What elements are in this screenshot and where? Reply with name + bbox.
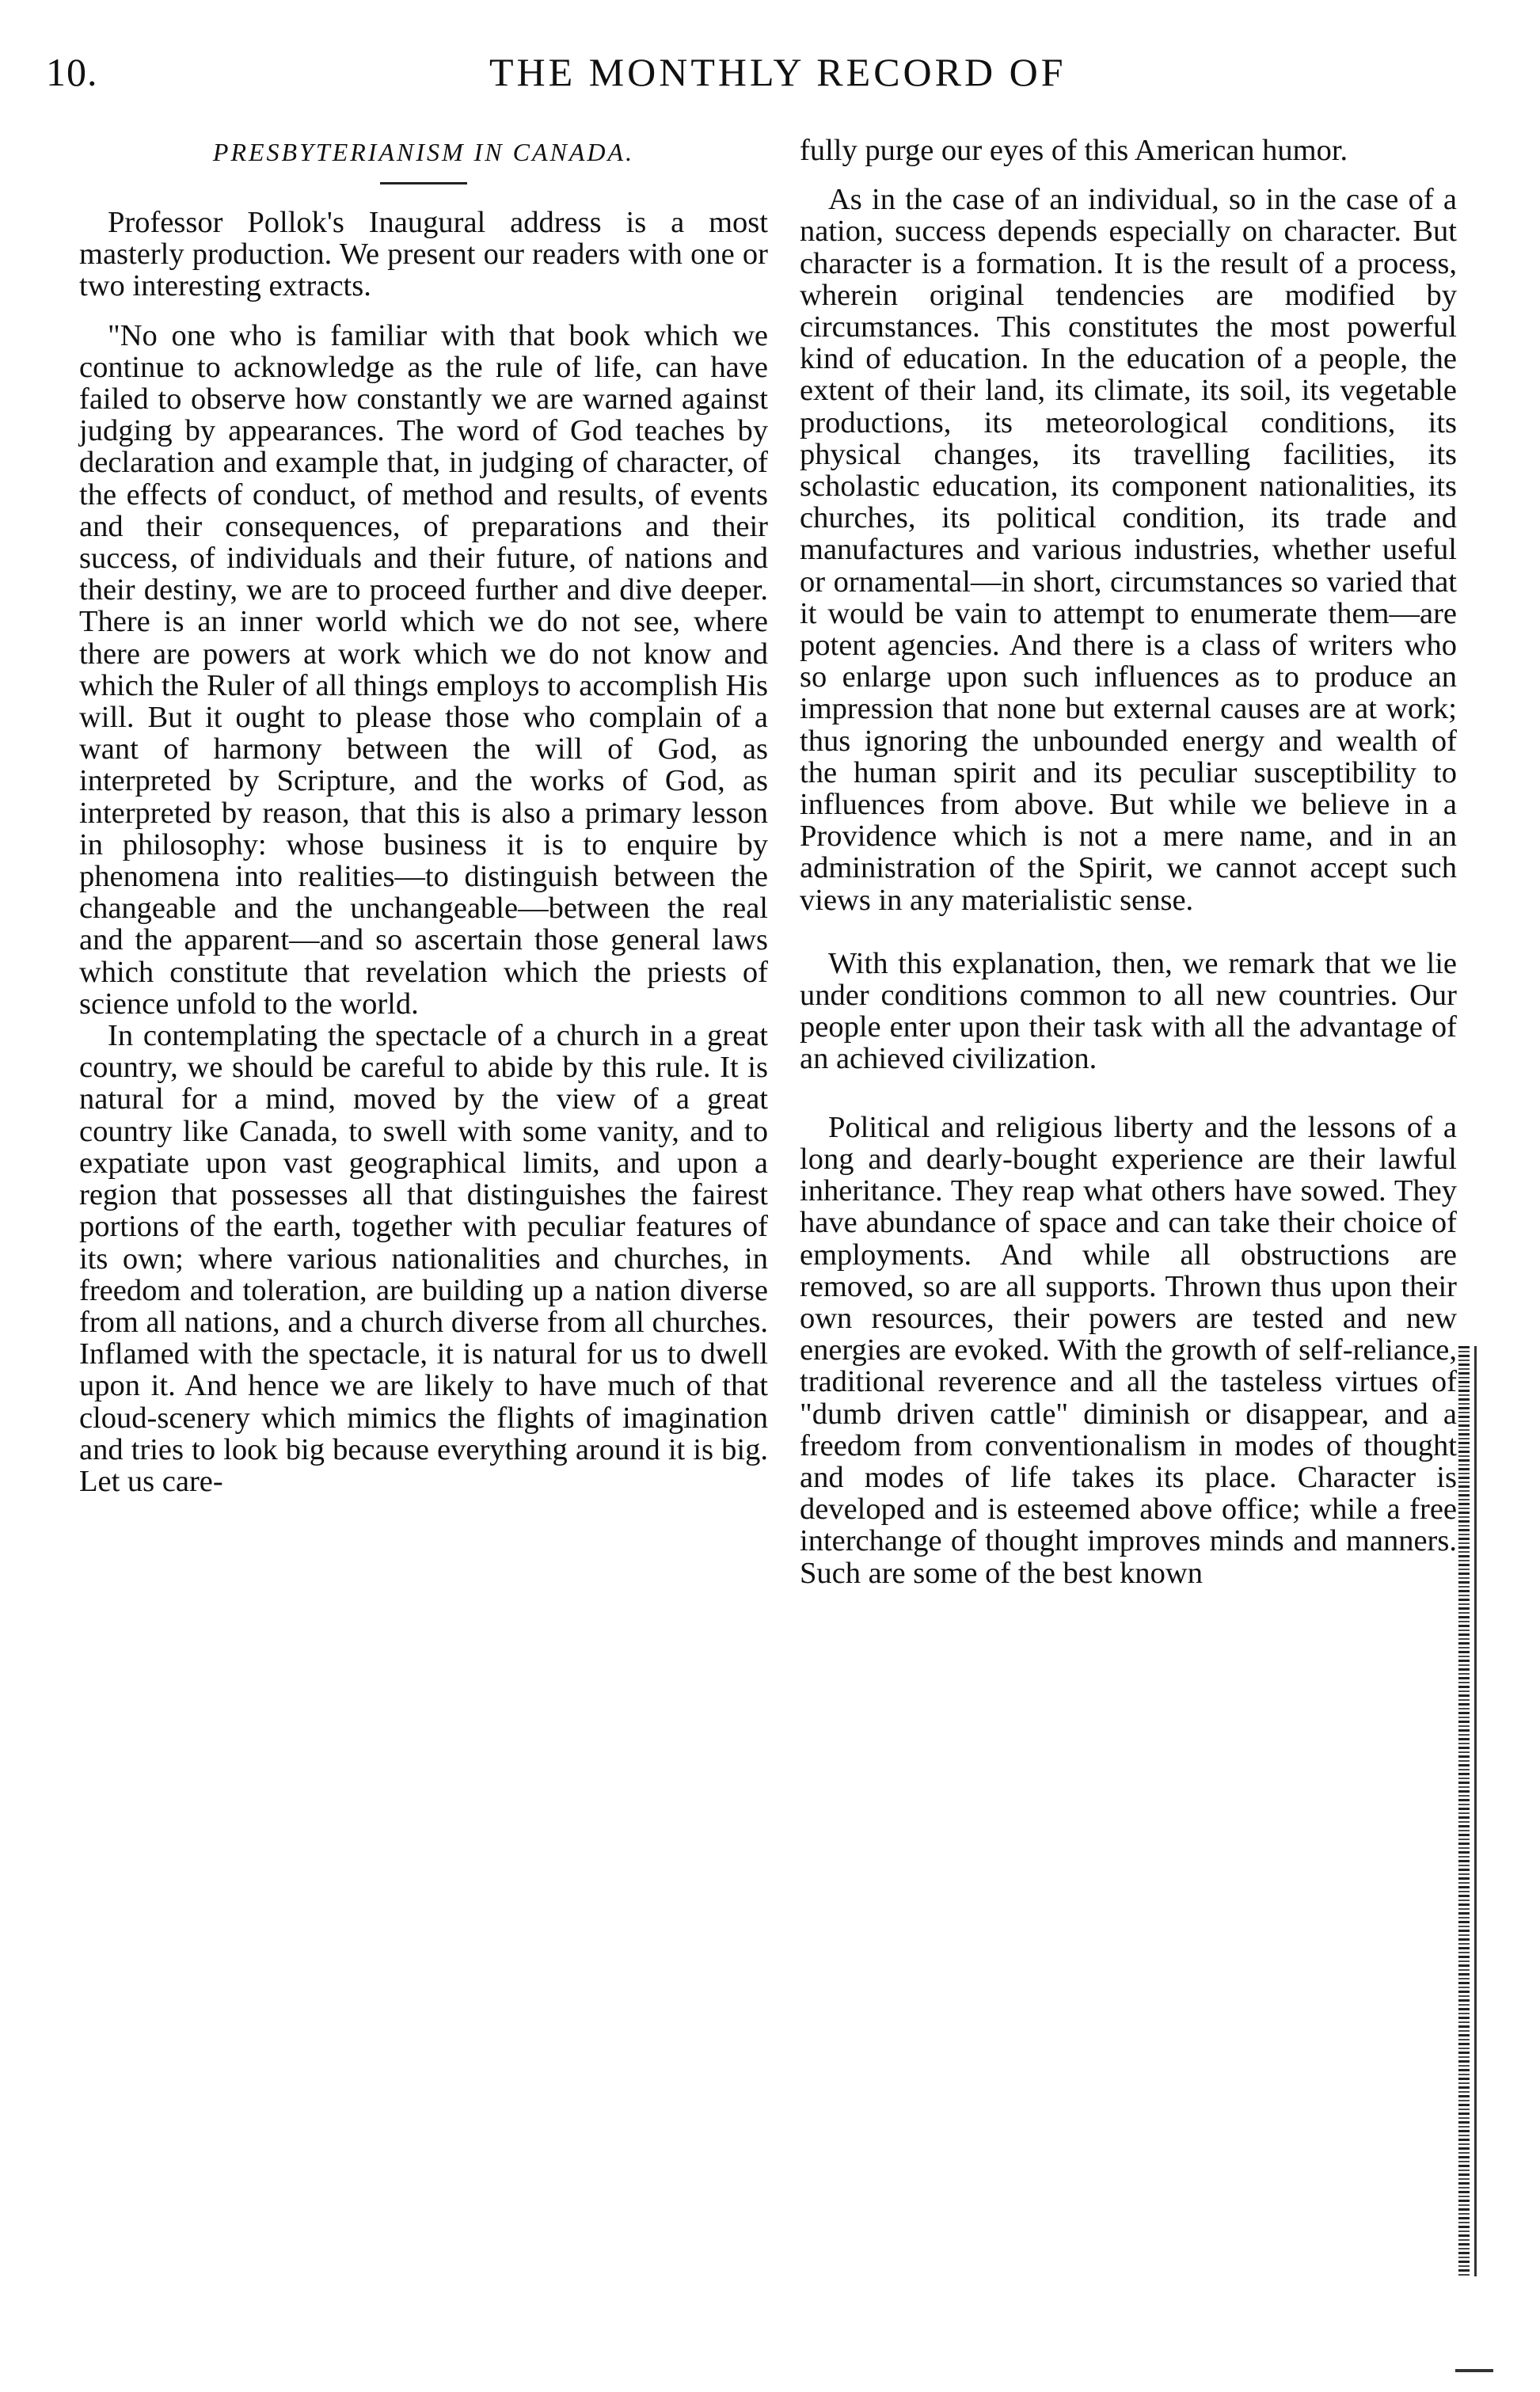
paragraph-spacer <box>800 916 1457 948</box>
right-column <box>800 135 1457 1589</box>
scan-edge-border <box>1458 1346 1470 2276</box>
left-column <box>79 135 768 1497</box>
body-paragraph: In contemplating the spectacle of a church in a great country, we should be careful to abide by this rule. It is natural for a mind, moved by the view of a great country like Canada, to swell with some vanity, and to expatiate upon vast geographical limits, and upon a region that possesses all that distinguishes the fairest portions of the earth, together with peculiar features of its own; where various nationalities and churches, in freedom and toleration, are building up a nation diverse from all nations, and a church diverse from all churches. Inflamed with the spectacle, it is natural for us to dwell upon it. And hence we are likely to have much of that cloud-scenery which mimics the flights of imagination and tries to look big because everything around it is big. Let us care- <box>79 1019 768 1498</box>
paragraph-spacer <box>800 1075 1457 1112</box>
page-header <box>46 49 1508 105</box>
running-title: THE MONTHLY RECORD OF <box>489 50 1067 94</box>
intro-paragraph: Professor Pollok's Inaugural address is a most masterly production. We present our readers with one or two interesting extracts. <box>79 206 768 303</box>
paragraph-spacer <box>79 302 768 320</box>
continuation-paragraph: fully purge our eyes of this American humor. <box>800 134 1348 167</box>
body-paragraph: As in the case of an individual, so in the case of a nation, success depends especially on character. But character is a formation. It is the result of a process, wherein original tendencies are modified by circumstances. This constitutes the most powerful kind of education. In the education of a people, the extent of their land, its climate, its soil, its vegetable productions, its meteorological conditions, its physical changes, its travelling facilities, its scholastic education, its component nationalities, its churches, its political condition, its trade and manufactures and various industries, whether useful or ornamental—in short, circumstances so varied that it would be vain to attempt to enumerate them—are potent agencies. And there is a class of writers who so enlarge upon such influences as to produce an impression that none but external causes are at work; thus ignoring the unbounded energy and wealth of the human spirit and its peculiar susceptibility to influences from above. But while we believe in a Providence which is not a mere name, and in an administration of the Spirit, we cannot accept such views in any materialistic sense. <box>800 183 1457 917</box>
heading-rule <box>380 182 467 184</box>
body-paragraph: With this explanation, then, we remark that we lie under conditions common to all new countries. Our people enter upon their task with all the advantage of an achieved civilization. <box>800 946 1457 1076</box>
page-number: 10. <box>46 50 98 94</box>
paragraph-spacer <box>800 166 1457 184</box>
footer-rule <box>1455 2369 1493 2372</box>
body-paragraph: Political and religious liberty and the lessons of a long and dearly-bought experience are their lawful inheritance. They reap what others have sowed. They have abundance of space and can take their choice of employments. And while all obstructions are removed, so are all supports. Thrown thus upon their own resources, their powers are tested and new energies are evoked. With the growth of self-reliance, traditional reverence and all the tasteless virtues of "dumb driven cattle" diminish or disappear, and a freedom from conventionalism in modes of thought and modes of life takes its place. Character is developed and is esteemed above office; while a free interchange of thought improves minds and manners. Such are some of the best known <box>800 1110 1457 1590</box>
scan-edge-line <box>1474 1346 1477 2276</box>
section-heading: PRESBYTERIANISM IN CANADA. <box>212 138 635 166</box>
quote-paragraph: "No one who is familiar with that book which we continue to acknowledge as the rule of life, can have failed to observe how constantly we are warned against judging by appearances. The word of God teaches by declaration and example that, in judging of character, of the effects of conduct, of method and results, of events and their consequences, of preparations and their success, of individuals and their future, of nations and their destiny, we are to proceed further and dive deeper. There is an inner world which we do not see, where there are powers at work which we do not know and which the Ruler of all things employs to accomplish His will. But it ought to please those who complain of a want of harmony between the will of God, as interpreted by Scripture, and the works of God, as interpreted by reason, that this is also a primary lesson in philosophy: whose business it is to enquire by phenomena into realities—to distinguish between the changeable and the unchangeable—between the real and the apparent—and so ascertain those general laws which constitute that revelation which the priests of science unfold to the world. <box>79 318 768 1021</box>
